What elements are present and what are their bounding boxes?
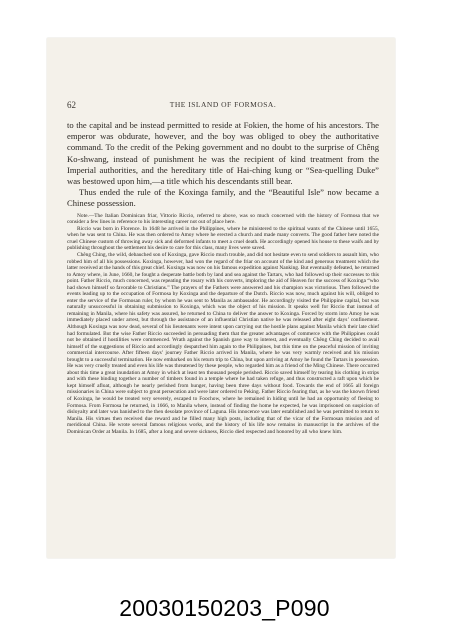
caption-bar <box>0 576 449 640</box>
note-label: Note. <box>77 212 89 219</box>
main-paragraph-2: Thus ended the rule of the Koxinga family, and the “Beautiful Isle” now became a Chinese possession. <box>67 187 379 209</box>
book-page <box>47 38 395 558</box>
note-paragraph-2: Chêng Ching, the wild, debauched son of Koxinga, gave Riccio much trouble, and did not hesitate even to send soldiers to assault him, who robbed him of all his possessions. Koxinga, however, had won the regard of the friar on account of the kind and generous treatment which the latter received at the hands of this great chief. Koxinga was now on his famous expedition against Nanking. But eventually defeated, he returned to Amoy where, in June, 1660, he fought a desperate battle both by land and sea against the Tartars, who had followed up their successes to this point. Father Riccio, much concerned, was repeating the rosary with his converts, imploring the aid of Heaven for the success of Koxinga “who had shown himself so favorable to Christians.” The prayers of the Fathers were answered and his champion was victorious. Then followed the events leading up to the occupation of Formosa by Koxinga and the departure of the Dutch. Riccio was now, much against his will, obliged to enter the service of the Formosan ruler, by whom he was sent to Manila as ambassador. He accordingly visited the Philippine capital, but was naturally unsuccessful in obtaining submission to Koxinga, which was the object of his mission. It speaks well for Riccio that instead of remaining in Manila, where his safety was assured, he returned to China to deliver the answer to Koxinga. Forced by storm into Amoy he was immediately placed under arrest, but through the assistance of an influential Christian native he was released after eight days’ confinement. Although Koxinga was now dead, several of his lieutenants were intent upon carrying out the hostile plans against Manila which their late chief had formulated. But the wise Father Riccio succeeded in persuading them that the greater advantages of commerce with the Philippines could not be obtained if hostilities were commenced. Wrath against the Spanish gave way to interest, and eventually Chêng Ching decided to avail himself of the suggestions of Riccio and accordingly despatched him again to the Philippines, but this time on the peaceful mission of inviting commercial intercourse. After fifteen days’ journey Father Riccio arrived in Manila, where he was very warmly received and his mission brought to a successful termination. He now embarked on his return trip to China, but upon arriving at Amoy he found the Tartars in possession. He was very cruelly treated and even his life was threatened by these people, who regarded him as a friend of the Ming Chinese. There occurred about this time a great inundation at Amoy in which at least ten thousand people perished. Riccio saved himself by tearing his clothing in strips and with these binding together a number of timbers found in a temple where he had taken refuge, and thus constructed a raft upon which he kept himself afloat, although he nearly perished from hunger, having been three days without food. Towards the end of 1665 all foreign missionaries in China were subject to great persecution and were later ordered to Peking. Father Riccio fearing that, as he was the known friend of Koxinga, he would be treated very severely, escaped to Foochow, where he remained in hiding until he had an opportunity of fleeing to Formosa. From Formosa he returned, in 1666, to Manila where, instead of finding the home he expected, he was imprisoned on suspicion of disloyalty and later was banished to the then desolate province of Laguna. His innocence was later established and he was permitted to return to Manila. His virtues then received due reward and he filled many high posts, including that of the vicar of the Formosan mission and of meridional China. He wrote several famous religious works, and the history of his life now remains in manuscript in the archives of the Dominican Order at Manila. In 1685, after a long and severe sickness, Riccio died respected and honored by all who knew him. <box>67 252 379 435</box>
image-id-caption: 20030150203_P090 <box>119 594 330 621</box>
page-body <box>67 120 379 435</box>
note-intro <box>67 213 379 226</box>
running-title: THE ISLAND OF FORMOSA. <box>169 100 277 109</box>
note-paragraph-1: Riccio was born in Florence. In 1648 he arrived in the Philippines, where he ministered to the spiritual wants of the Chinese until 1655, when he was sent to China. He was then ordered to Amoy where he erected a church and made many converts. The good father here noted the cruel Chinese custom of throwing away sick and deformed infants to meet a cruel death. He accordingly opened his house to these waifs and by publishing throughout the settlement his desire to care for this class, many lives were saved. <box>67 225 379 252</box>
page-header <box>67 100 379 112</box>
page-number: 62 <box>67 100 76 110</box>
note-lead: —The Italian Dominican friar, Vittorio Riccio, referred to above, was so much concerned with the history of Formosa that we consider a few lines in reference to his interesting career not out of place here. <box>67 212 379 226</box>
main-paragraph-1: to the capital and be instead permitted to reside at Fokien, the home of his ancestors. The emperor was obdurate, however, and the boy was obliged to obey the authoritative command. To the credit of the Peking government and no doubt to the surprise of Chêng Ko-shwang, instead of punishment he was the recipient of kind treatment from the Imperial authorities, and the hereditary title of Hai-ching kung or “Sea-quelling Duke” was bestowed upon him,—a title which his descendants still bear. <box>67 120 379 187</box>
